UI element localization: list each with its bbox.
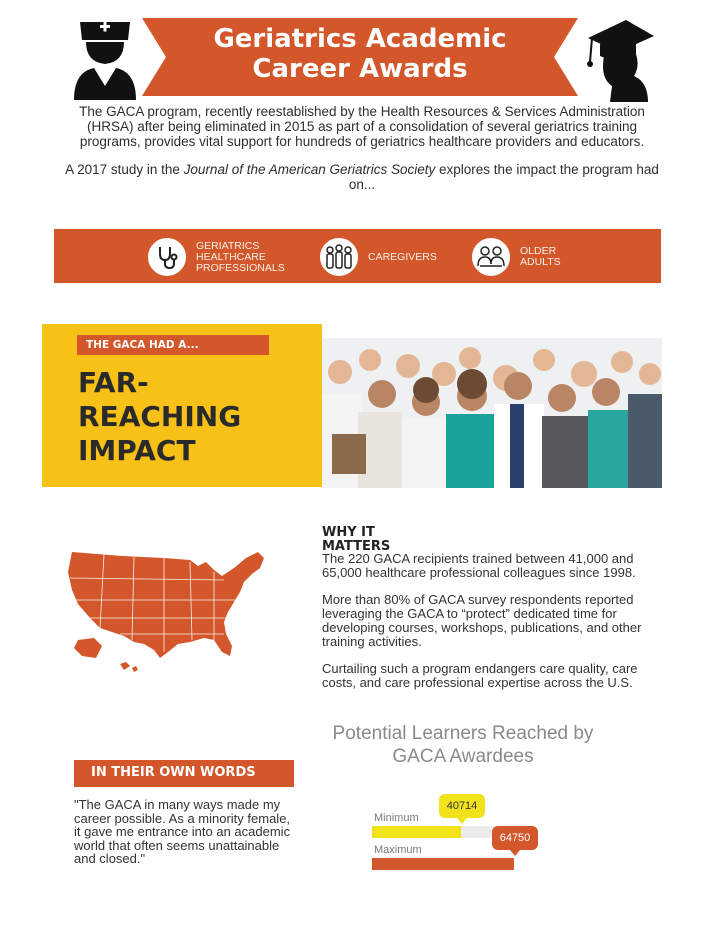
why-paragraph: The 220 GACA recipients trained between 41,000 and 65,000 healthcare professional colleagues since 1998. [322,551,636,580]
intro-study-paragraph [62,162,662,192]
band-label-line: ADULTS [520,256,561,268]
bar-value-label: 64750 [492,826,538,850]
intro-paragraph: The GACA program, recently reestablished by the Health Resources & Services Administration (HRSA) after being eliminated in 2015 as part of a consolidation of several geriatrics training programs, provides vital support for hundreds of geriatrics healthcare providers and educators. [79,104,645,149]
people-group-icon [320,238,358,276]
impact-heading-line: FAR- [78,366,149,399]
why-heading-line: MATTERS [322,539,391,554]
band-label-line: PROFESSIONALS [196,261,285,274]
older-adults-icon [472,238,510,276]
impact-tag: THE GACA HAD A... [77,335,269,355]
why-paragraph: Curtailing such a program endangers care quality, care costs, and care professional expertise across the U.S. [322,661,638,690]
intro-study-tail: explores the impact the program had on... [348,162,659,192]
bar-maximum [372,858,514,870]
impact-heading [78,366,308,468]
band-item-older-adults [472,237,561,277]
intro-study-lead: A 2017 study in the [65,162,184,177]
band-item-professionals [148,237,285,277]
band-label-line: HEALTHCARE [196,250,266,263]
impact-heading-line: IMPACT [78,434,196,467]
why-heading [322,526,522,554]
journal-name: Journal of the American Geriatrics Society [183,162,436,177]
chart-title-line: Potential Learners Reached by [332,723,594,744]
stethoscope-icon [148,238,186,276]
why-heading-line: WHY IT [322,525,375,540]
band-label-professionals [196,241,285,274]
bar-value-label: 40714 [439,794,485,818]
why-paragraph: More than 80% of GACA survey respondents reported leveraging the GACA to “protect” dedicated time for developing courses, workshops, publications, and other training activities. [322,592,642,649]
bar-category-label: Minimum [374,812,419,824]
bar-category-label: Maximum [374,844,422,856]
impact-heading-line: REACHING [78,400,242,433]
band-label-line: OLDER [520,245,557,257]
band-label-older-adults [520,246,561,268]
quote-tag: IN THEIR OWN WORDS [74,760,294,787]
page-title-line-2: Career Awards [252,54,468,84]
nurse-icon [72,16,138,100]
band-item-caregivers [320,237,437,277]
band-label-line: GERIATRICS [196,239,260,252]
intro-text [62,104,662,192]
why-body [322,552,667,690]
bubble-pointer [510,850,520,856]
page-title [170,24,550,84]
band-label-line: CAREGIVERS [368,250,437,263]
healthcare-team-photo [322,338,662,488]
quote-text: "The GACA in many ways made my career possible. As a minority female, it gave me entrance into an academic world that often seems unattainable and closed." [74,797,291,866]
graduate-icon [582,16,656,102]
bar-minimum [372,826,461,838]
us-map-icon [64,548,269,676]
chart-title-line: GACA Awardees [392,746,534,767]
page-title-line-1: Geriatrics Academic [213,24,507,54]
bubble-pointer [457,818,467,824]
audience-band [54,229,661,283]
learners-bar-chart [372,792,542,882]
chart-title [318,722,608,768]
band-label-caregivers [368,252,437,263]
